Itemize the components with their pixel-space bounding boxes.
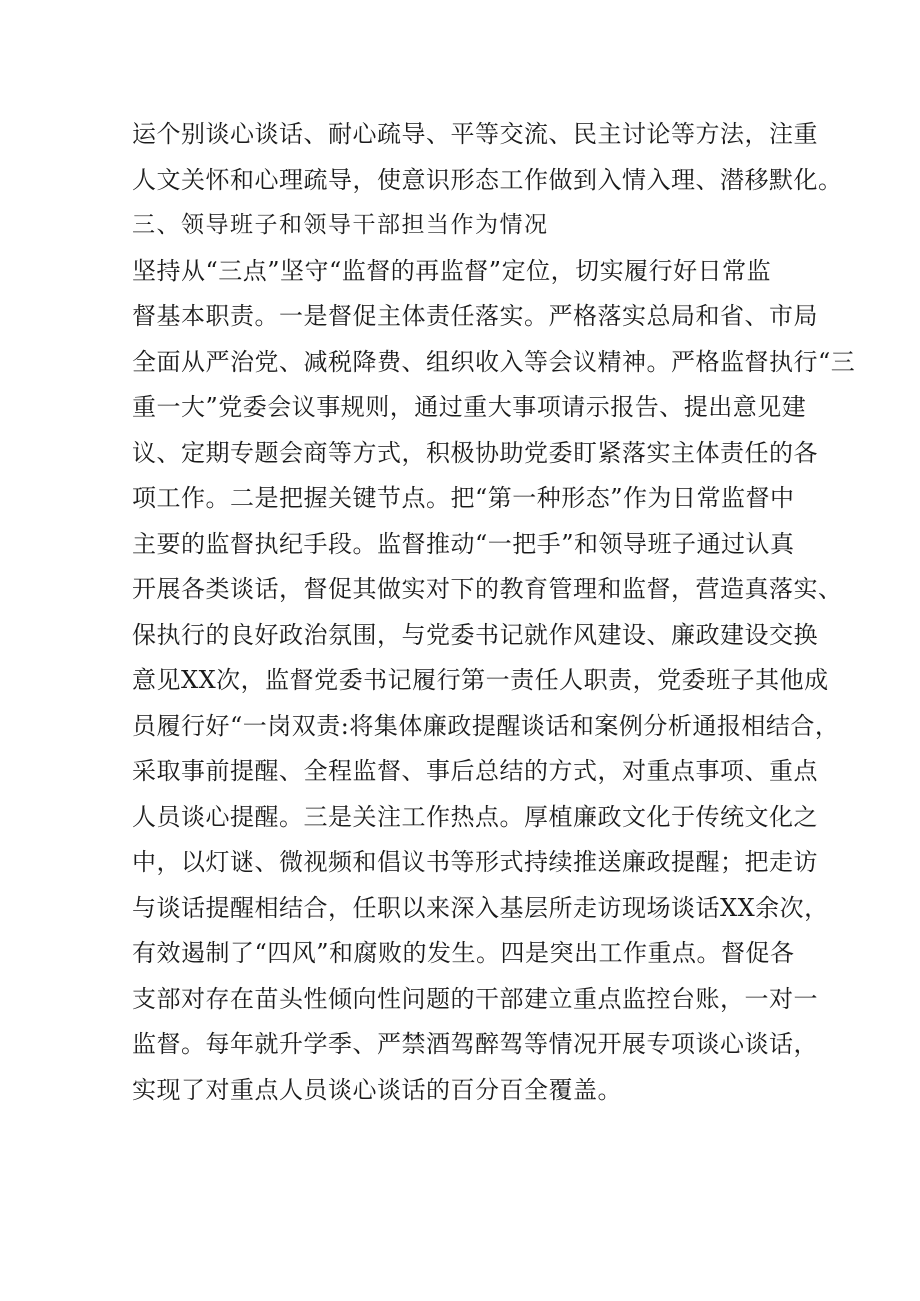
paragraph-line: 监督。每年就升学季、严禁酒驾醉驾等情况开展专项谈心谈话， [132,1030,818,1058]
paragraph-line: 意见XX次，监督党委书记履行第一责任人职责，党委班子其他成 [132,666,829,694]
paragraph-line: 坚持从“三点”坚守“监督的再监督”定位，切实履行好日常监 [132,256,772,285]
paragraph-line: 中，以灯谜、微视频和倡议书等形式持续推送廉政提醒；把走访 [132,848,818,876]
paragraph-line: 项工作。二是把握关键节点。把“第一种形态”作为日常监督中 [132,484,795,512]
document-body [132,112,856,1113]
paragraph-line: 议、定期专题会商等方式，积极协助党委盯紧落实主体责任的各 [132,438,818,467]
paragraph-line: 人文关怀和心理疏导，使意识形态工作做到入情入理、潜移默化。 [132,165,843,194]
paragraph-line: 与谈话提醒相结合，任职以来深入基层所走访现场谈话XX余次， [132,893,829,922]
paragraph-line: 保执行的良好政治氛围，与党委书记就作风建设、廉政建设交换 [132,620,818,649]
paragraph-line: 全面从严治党、减税降费、组织收入等会议精神。严格监督执行“三 [132,347,856,376]
paragraph-line: 运个别谈心谈话、耐心疏导、平等交流、民主讨论等方法，注重 [132,120,818,148]
section-heading: 三、领导班子和领导干部担当作为情况 [132,212,549,238]
paragraph-line: 人员谈心提醒。三是关注工作热点。厚植廉政文化于传统文化之 [132,802,818,831]
paragraph-line: 主要的监督执纪手段。监督推动“一把手”和领导班子通过认真 [132,529,795,558]
paragraph-line: 重一大”党委会议事规则，通过重大事项请示报告、提出意见建 [132,393,807,421]
paragraph-line: 实现了对重点人员谈心谈话的百分百全覆盖。 [132,1075,622,1104]
paragraph-line: 采取事前提醒、全程监督、事后总结的方式，对重点事项、重点 [132,757,818,785]
paragraph-line: 开展各类谈话，督促其做实对下的教育管理和监督，营造真落实、 [132,575,843,603]
paragraph-line: 督基本职责。一是督促主体责任落实。严格落实总局和省、市局 [132,302,818,330]
paragraph-line: 有效遏制了“四风”和腐败的发生。四是突出工作重点。督促各 [132,939,795,967]
paragraph-line: 支部对存在苗头性倾向性问题的干部建立重点监控台账，一对一 [132,984,818,1013]
paragraph-line: 员履行好“一岗双责:将集体廉政提醒谈话和案例分析通报相结合， [132,711,840,740]
